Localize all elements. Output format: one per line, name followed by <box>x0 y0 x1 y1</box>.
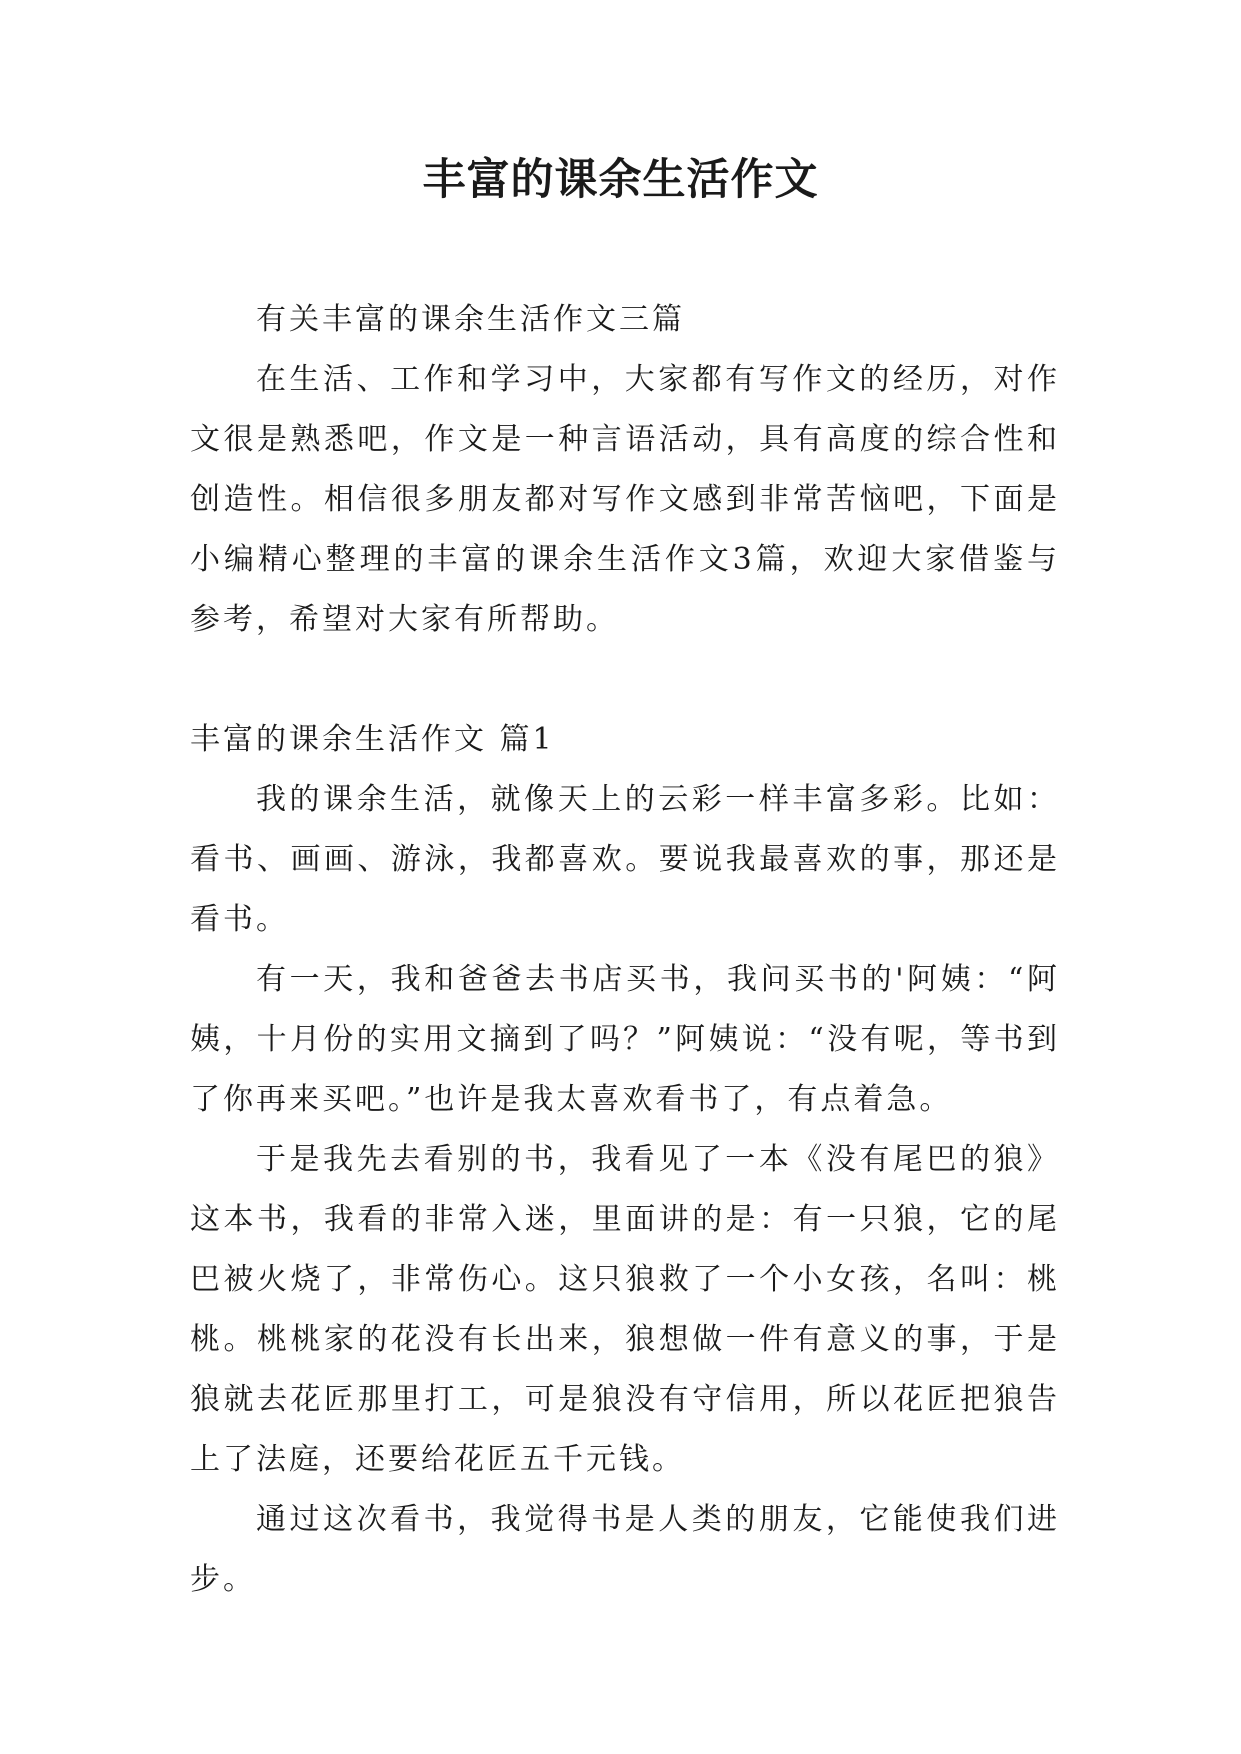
section-heading: 丰富的课余生活作文 篇1 <box>190 722 555 757</box>
body-paragraph-3: 于是我先去看别的书，我看见了一本《没有尾巴的狼》这本书，我看的非常入迷，里面讲的是：有一只狼，它的尾巴被火烧了，非常伤心。这只狼救了一个小女孩，名叫：桃桃。桃桃家的花没有长出来，狼想做一件有意义的事，于是狼就去花匠那里打工，可是狼没有守信用，所以花匠把狼告上了法庭，还要给花匠五千元钱。 <box>190 1142 1060 1477</box>
body-paragraph-2: 有一天，我和爸爸去书店买书，我问买书的'阿姨：“阿姨，十月份的实用文摘到了吗？”阿姨说：“没有呢，等书到了你再来买吧。”也许是我太喜欢看书了，有点着急。 <box>190 962 1060 1117</box>
document-title: 丰富的课余生活作文 <box>422 155 819 205</box>
section-spacer <box>190 650 1060 710</box>
body-paragraph-4: 通过这次看书，我觉得书是人类的朋友，它能使我们进步。 <box>190 1502 1060 1597</box>
document-body <box>190 290 1060 1610</box>
body-paragraph-1: 我的课余生活，就像天上的云彩一样丰富多彩。比如：看书、画画、游泳，我都喜欢。要说我最喜欢的事，那还是看书。 <box>190 782 1060 937</box>
document-subtitle: 有关丰富的课余生活作文三篇 <box>256 302 685 337</box>
intro-paragraph: 在生活、工作和学习中，大家都有写作文的经历，对作文很是熟悉吧，作文是一种言语活动，具有高度的综合性和创造性。相信很多朋友都对写作文感到非常苦恼吧，下面是小编精心整理的丰富的课余生活作文3篇，欢迎大家借鉴与参考，希望对大家有所帮助。 <box>190 362 1060 637</box>
